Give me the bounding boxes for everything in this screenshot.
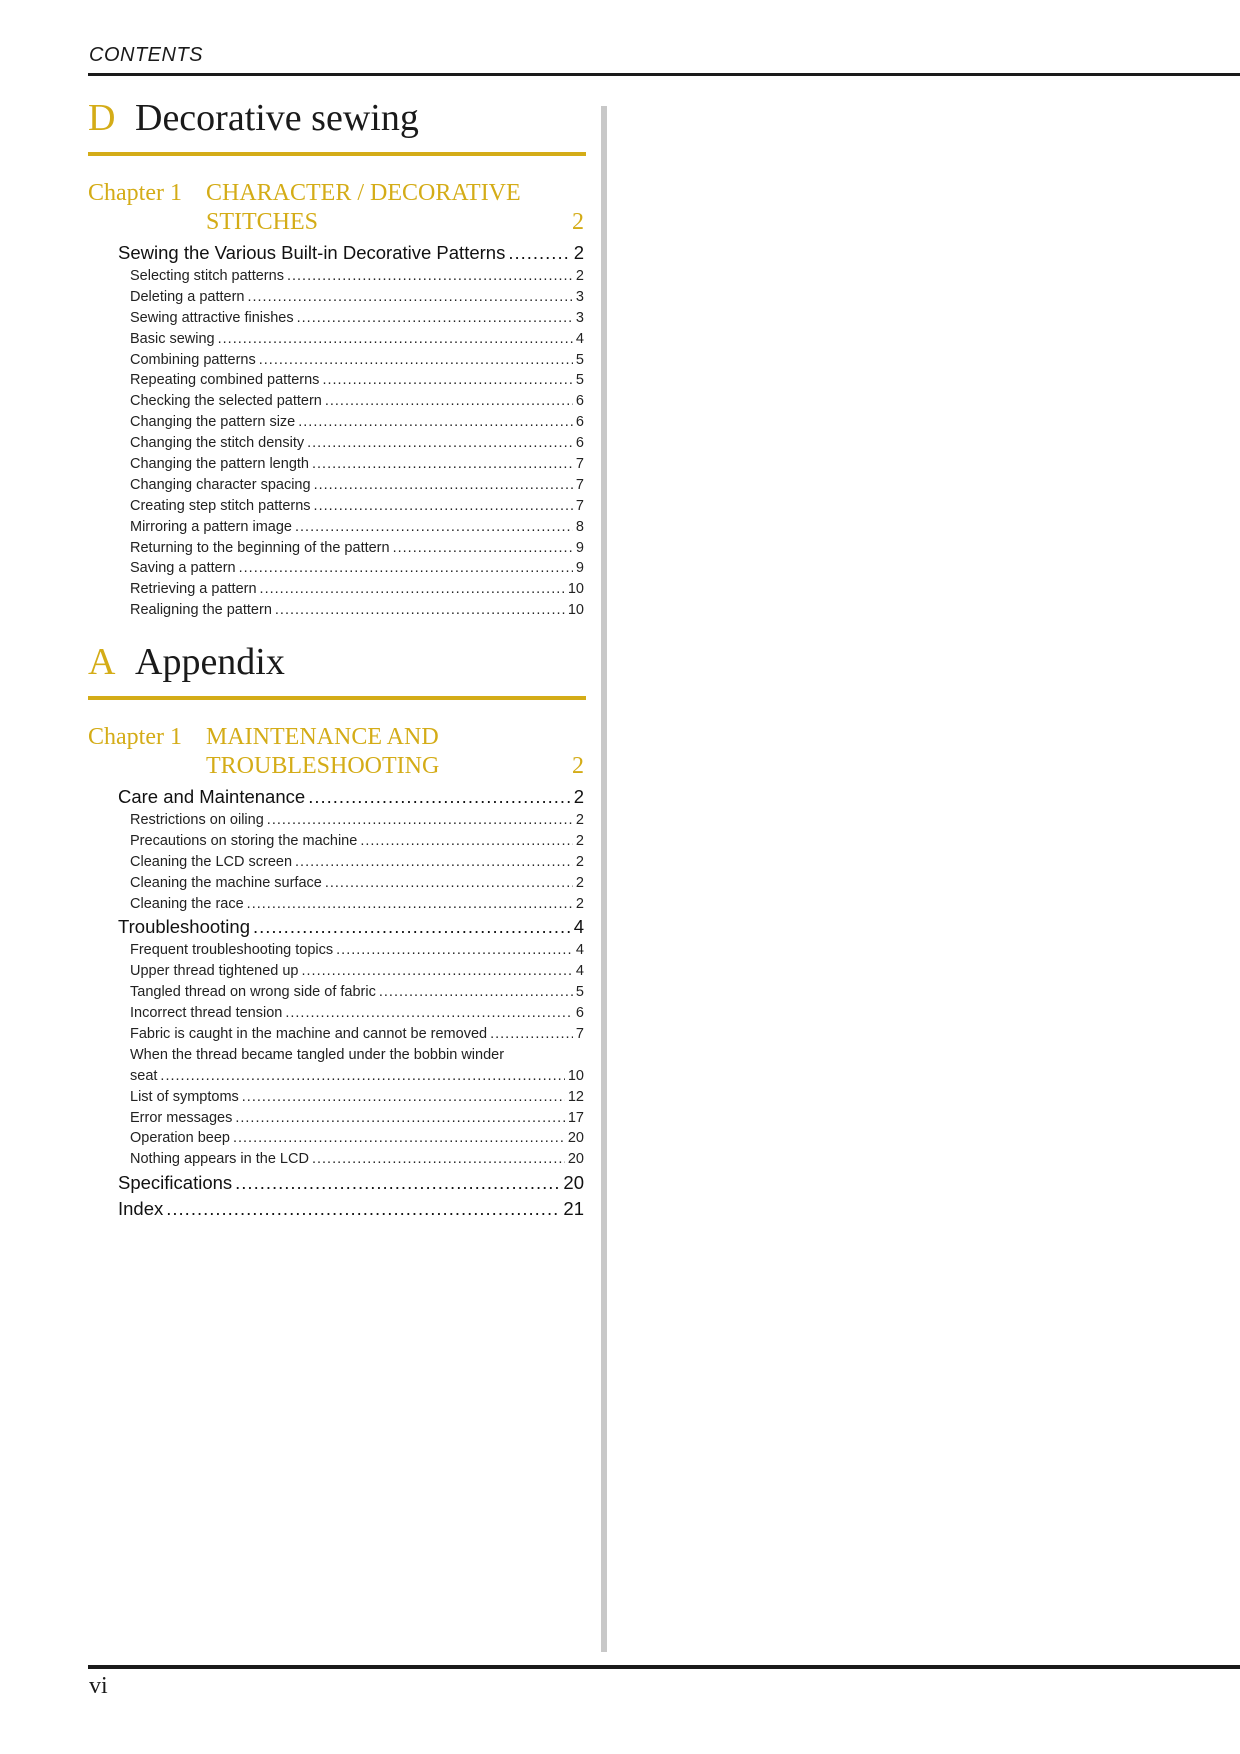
toc-item[interactable]: Error messages ..... 17 <box>88 1110 586 1131</box>
toc-heading-title: Sewing the Various Built-in Decorative Patterns <box>118 242 506 263</box>
section-title: Appendix <box>135 641 285 683</box>
toc-item[interactable]: Cleaning the machine surface ..... 2 <box>88 875 586 896</box>
chapter-label: Chapter 1 <box>88 180 182 206</box>
running-header: CONTENTS <box>89 44 203 66</box>
chapter-page: 2 <box>572 753 584 779</box>
toc-heading-title: Care and Maintenance <box>118 786 306 807</box>
section-decorative-sewing <box>88 96 586 623</box>
toc-item[interactable]: Tangled thread on wrong side of fabric ..... 5 <box>88 984 586 1005</box>
toc-item[interactable]: Changing the stitch density ..... 6 <box>88 435 586 456</box>
toc-item[interactable]: Returning to the beginning of the pattern ..... 9 <box>88 540 586 561</box>
toc-item[interactable]: Cleaning the race ..... 2 <box>88 896 586 917</box>
toc-item[interactable]: Fabric is caught in the machine and cannot be removed ..... 7 <box>88 1026 586 1047</box>
toc-item[interactable]: Deleting a pattern ..... 3 <box>88 289 586 310</box>
section-heading <box>88 640 586 696</box>
chapter-heading[interactable] <box>88 180 586 240</box>
chapter-label: Chapter 1 <box>88 724 182 750</box>
toc-item[interactable]: Changing character spacing ..... 7 <box>88 477 586 498</box>
section-letter: A <box>88 641 116 683</box>
chapter-title-line1: CHARACTER / DECORATIVE <box>206 180 521 206</box>
header-rule <box>88 73 1240 76</box>
chapter-title-line2: STITCHES <box>206 209 319 235</box>
toc-item[interactable]: Sewing attractive finishes ..... 3 <box>88 310 586 331</box>
toc-item[interactable]: Creating step stitch patterns ..... 7 <box>88 498 586 519</box>
toc-heading-title: Specifications <box>118 1172 233 1194</box>
toc-item-wrapped-line[interactable]: When the thread became tangled under the bobbin winder <box>130 1046 505 1063</box>
toc-item[interactable]: Nothing appears in the LCD ..... 20 <box>88 1151 586 1172</box>
toc-heading-title: Troubleshooting <box>118 916 250 938</box>
toc-item[interactable]: Frequent troubleshooting topics ..... 4 <box>88 942 586 963</box>
toc-item[interactable]: Restrictions on oiling ..... 2 <box>88 812 586 833</box>
toc-heading-title: Index <box>118 1198 164 1220</box>
toc-item[interactable]: Changing the pattern length ..... 7 <box>88 456 586 477</box>
toc-item[interactable]: Operation beep ..... 20 <box>88 1130 586 1151</box>
chapter-heading[interactable] <box>88 724 586 784</box>
section-rule <box>88 152 586 156</box>
toc-heading-troubleshooting[interactable] <box>88 916 586 942</box>
toc-heading-page: 2 <box>573 242 584 263</box>
toc-item[interactable]: Changing the pattern size ..... 6 <box>88 414 586 435</box>
section-appendix <box>88 640 586 1224</box>
column-divider <box>601 106 607 1652</box>
chapter-title-line2: TROUBLESHOOTING <box>206 753 440 779</box>
toc-item[interactable]: Retrieving a pattern ..... 10 <box>88 581 586 602</box>
toc-heading-index[interactable] <box>88 1198 586 1224</box>
toc-heading-care-maintenance[interactable] <box>88 786 586 812</box>
toc-heading-page: 20 <box>563 1172 584 1194</box>
toc-heading-sewing-patterns[interactable] <box>88 242 586 268</box>
chapter-page: 2 <box>572 209 584 235</box>
toc-item[interactable]: Precautions on storing the machine ..... 2 <box>88 833 586 854</box>
page-number: vi <box>89 1673 108 1699</box>
toc-item[interactable]: Repeating combined patterns ..... 5 <box>88 372 586 393</box>
toc-item[interactable]: Cleaning the LCD screen ..... 2 <box>88 854 586 875</box>
toc-item[interactable]: Upper thread tightened up ..... 4 <box>88 963 586 984</box>
chapter-title-line1: MAINTENANCE AND <box>206 724 439 750</box>
toc-item[interactable]: List of symptoms ..... 12 <box>88 1089 586 1110</box>
section-heading <box>88 96 586 152</box>
toc-item[interactable]: Incorrect thread tension ..... 6 <box>88 1005 586 1026</box>
toc-item[interactable]: Selecting stitch patterns ..... 2 <box>88 268 586 289</box>
section-letter: D <box>88 97 116 139</box>
toc-item[interactable]: Checking the selected pattern ..... 6 <box>88 393 586 414</box>
toc-item[interactable]: seat ..... 10 <box>88 1068 586 1089</box>
toc-item[interactable]: Realigning the pattern ..... 10 <box>88 602 586 623</box>
toc-heading-page: 2 <box>573 786 584 807</box>
toc-item[interactable]: Mirroring a pattern image ..... 8 <box>88 519 586 540</box>
toc-item[interactable]: Basic sewing ..... 4 <box>88 331 586 352</box>
toc-heading-specifications[interactable] <box>88 1172 586 1198</box>
footer-rule <box>88 1665 1240 1669</box>
section-title: Decorative sewing <box>135 97 419 139</box>
toc-item[interactable]: Combining patterns ..... 5 <box>88 352 586 373</box>
toc-heading-page: 4 <box>573 916 584 938</box>
toc-heading-page: 21 <box>563 1198 584 1220</box>
section-rule <box>88 696 586 700</box>
toc-item[interactable]: Saving a pattern ..... 9 <box>88 560 586 581</box>
